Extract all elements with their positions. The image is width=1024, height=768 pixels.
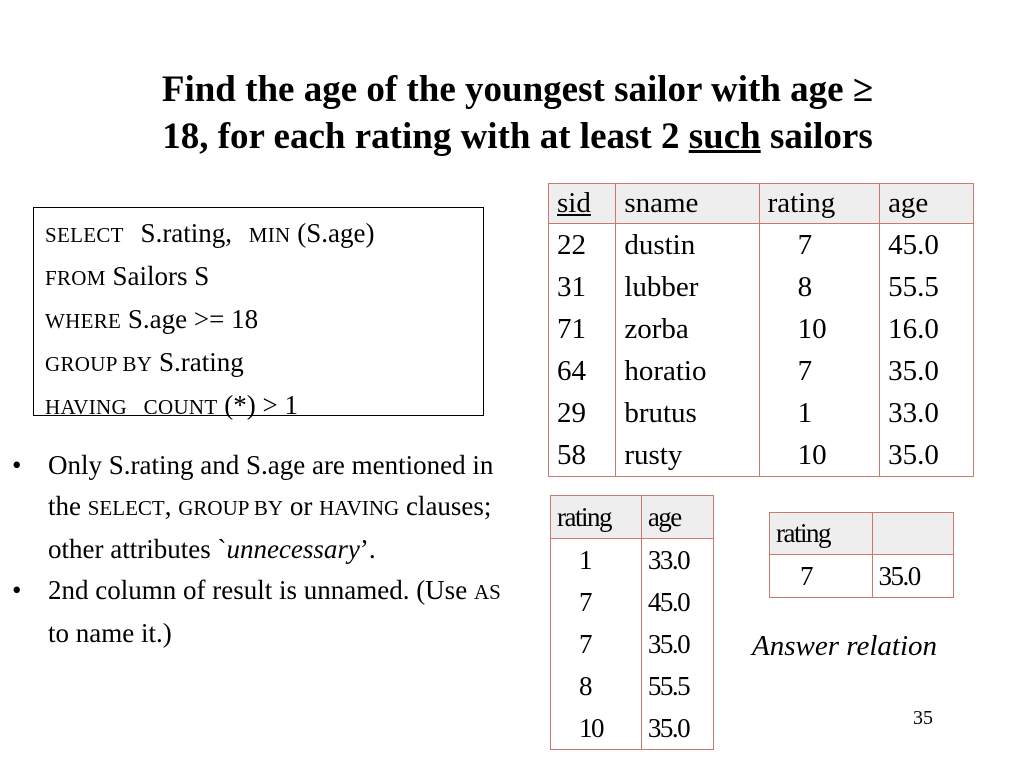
cell-rating: 7 bbox=[579, 629, 591, 659]
sql-where-line bbox=[45, 299, 483, 342]
cell-rating: 1 bbox=[759, 392, 879, 434]
table-row bbox=[549, 266, 974, 308]
column-header-rating: rating bbox=[759, 184, 879, 224]
cell-sid: 71 bbox=[557, 313, 586, 345]
cell-sname: zorba bbox=[616, 308, 759, 350]
cell-rating: 7 bbox=[759, 350, 879, 392]
answer-table bbox=[769, 512, 954, 598]
table-header-row bbox=[549, 184, 974, 224]
title-line-1: Find the age of the youngest sailor with age ≥ bbox=[161, 69, 874, 110]
column-header-age: age bbox=[641, 496, 713, 539]
sql-select-keyword: SELECT bbox=[45, 223, 124, 247]
sql-query-box bbox=[33, 207, 484, 420]
column-header-sid: sid bbox=[557, 187, 591, 219]
cell-sid: 29 bbox=[557, 397, 586, 429]
table-row bbox=[551, 539, 714, 582]
bullet-text: clauses; other attributes ` bbox=[48, 491, 492, 564]
cell-sname: dustin bbox=[616, 224, 759, 267]
cell-age: 35.0 bbox=[880, 434, 974, 477]
sql-count-keyword: COUNT bbox=[143, 395, 218, 419]
cell-sname: horatio bbox=[616, 350, 759, 392]
column-header-unnamed bbox=[872, 513, 953, 555]
bullet-item-1 bbox=[12, 445, 517, 570]
table-row bbox=[551, 581, 714, 623]
cell-rating: 7 bbox=[800, 561, 812, 591]
sql-where-keyword: WHERE bbox=[45, 309, 122, 333]
cell-age: 55.5 bbox=[641, 665, 713, 707]
cell-age: 33.0 bbox=[641, 539, 713, 582]
column-header-rating: rating bbox=[557, 501, 611, 532]
cell-sid: 64 bbox=[557, 355, 586, 387]
cell-age: 16.0 bbox=[880, 308, 974, 350]
title-line-2-start: 18, for each rating with at least 2 bbox=[162, 116, 689, 157]
table-row bbox=[549, 434, 974, 477]
title-emphasis-such: such bbox=[688, 116, 761, 157]
bullet-keyword-select: SELECT bbox=[87, 496, 165, 520]
cell-age: 55.5 bbox=[880, 266, 974, 308]
title-line-2-end: sailors bbox=[760, 116, 873, 157]
cell-rating: 10 bbox=[759, 308, 879, 350]
cell-age: 33.0 bbox=[880, 392, 974, 434]
sql-from-line bbox=[45, 256, 483, 299]
cell-rating: 1 bbox=[579, 545, 591, 575]
sql-groupby-keyword: GROUP BY bbox=[45, 352, 153, 376]
table-header-row bbox=[551, 496, 714, 539]
cell-age: 35.0 bbox=[641, 623, 713, 665]
column-header-sname: sname bbox=[616, 184, 759, 224]
cell-rating: 7 bbox=[759, 224, 879, 267]
cell-age: 35.0 bbox=[880, 350, 974, 392]
table-row bbox=[549, 350, 974, 392]
bullet-text: or bbox=[283, 491, 320, 521]
bullet-keyword-groupby: GROUP BY bbox=[178, 496, 284, 520]
grouped-table bbox=[550, 495, 714, 750]
bullet-item-2 bbox=[12, 570, 517, 654]
sql-groupby-line bbox=[45, 342, 483, 385]
sailors-table bbox=[548, 183, 974, 477]
bullet-dot-icon: • bbox=[12, 450, 22, 480]
sql-from-keyword: FROM bbox=[45, 266, 106, 290]
title-line-2 bbox=[40, 113, 995, 160]
sql-having-expression: (*) > 1 bbox=[224, 390, 298, 420]
table-row bbox=[551, 623, 714, 665]
cell-rating: 7 bbox=[579, 587, 591, 617]
sql-select-line bbox=[45, 213, 483, 256]
cell-rating: 10 bbox=[579, 713, 603, 743]
bullet-dot-icon: • bbox=[12, 575, 22, 605]
bullet-text: Only S.rating and S.age are mentioned in the bbox=[48, 450, 494, 521]
sql-min-argument: (S.age) bbox=[297, 218, 375, 248]
answer-relation-caption: Answer relation bbox=[752, 630, 938, 662]
cell-age: 45.0 bbox=[880, 224, 974, 267]
cell-sname: lubber bbox=[616, 266, 759, 308]
sql-groupby-expression: S.rating bbox=[158, 347, 244, 377]
bullet-text: 2nd column of result is unnamed. (Use bbox=[48, 575, 474, 605]
column-header-rating: rating bbox=[776, 518, 830, 548]
sql-where-expression: S.age >= 18 bbox=[127, 304, 259, 334]
sql-having-line bbox=[45, 385, 483, 428]
sql-from-expression: Sailors S bbox=[112, 261, 210, 291]
sql-min-keyword: MIN bbox=[248, 223, 291, 247]
table-row bbox=[551, 665, 714, 707]
sql-select-column: S.rating, bbox=[140, 218, 233, 248]
cell-sid: 22 bbox=[557, 229, 586, 261]
table-row bbox=[549, 392, 974, 434]
cell-age: 45.0 bbox=[641, 581, 713, 623]
bullet-keyword-as: AS bbox=[473, 580, 501, 604]
bullet-keyword-having: HAVING bbox=[319, 496, 400, 520]
table-row bbox=[549, 308, 974, 350]
cell-min-age: 35.0 bbox=[872, 555, 953, 598]
cell-sid: 58 bbox=[557, 439, 586, 471]
cell-age: 35.0 bbox=[641, 707, 713, 750]
table-row bbox=[549, 224, 974, 267]
cell-rating: 8 bbox=[759, 266, 879, 308]
table-row bbox=[551, 707, 714, 750]
slide-title bbox=[40, 66, 995, 160]
cell-sname: rusty bbox=[616, 434, 759, 477]
bullet-text: , bbox=[164, 491, 179, 521]
bullet-list bbox=[12, 445, 517, 654]
slide-number: 35 bbox=[913, 707, 933, 729]
bullet-emphasis: unnecessary bbox=[226, 534, 360, 564]
cell-rating: 8 bbox=[579, 671, 591, 701]
bullet-text: to name it.) bbox=[48, 618, 172, 648]
cell-sid: 31 bbox=[557, 271, 586, 303]
table-row bbox=[770, 555, 954, 598]
cell-rating: 10 bbox=[759, 434, 879, 477]
table-header-row bbox=[770, 513, 954, 555]
cell-sname: brutus bbox=[616, 392, 759, 434]
bullet-text: ’. bbox=[359, 534, 376, 564]
sql-having-keyword: HAVING bbox=[45, 395, 127, 419]
column-header-age: age bbox=[880, 184, 974, 224]
